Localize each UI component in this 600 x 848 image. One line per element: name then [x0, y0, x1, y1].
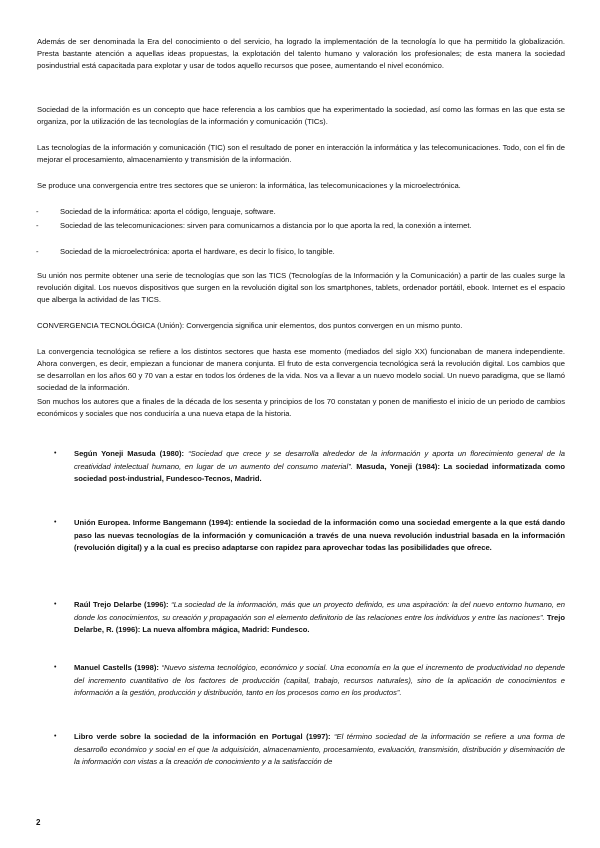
- bullet-lead: Según Yoneji Masuda (1980):: [74, 449, 189, 458]
- dash-marker: -: [36, 207, 39, 216]
- bullet-marker: •: [54, 601, 57, 608]
- bullet-lead: Manuel Castells (1998):: [74, 663, 162, 672]
- bullet-lead: Raúl Trejo Delarbe (1996):: [74, 600, 172, 609]
- bullet-castells: [54, 662, 566, 700]
- bullet-marker: •: [54, 664, 57, 671]
- bullet-marker: •: [54, 450, 57, 457]
- list-item-text: Sociedad de las telecomunicaciones: sirven para comunicarnos a distancia por lo que aporta la red, la conexión a internet.: [60, 221, 472, 230]
- paragraph-tics: Su unión nos permite obtener una serie de tecnologías que son las TICS (Tecnologías de la Información y la Comunicación) a partir de las cuales surge la revolución digital. Los nuevos dispositivos que surgen en la revolución digital son los smartphones, tablets, ordenador portátil, ebook. Internet es el espacio que alberga la actividad de las TICS.: [37, 271, 565, 304]
- bullet-quote: “La sociedad de la información, más que un proyecto definido, es una aspiración: la del nuevo entorno humano, en donde los conocimientos, su creación y propagación son el elemento definitorio de las relaciones entre los individuos y entre las naciones”.: [74, 600, 565, 622]
- paragraph-sociedad-informacion: Sociedad de la información es un concepto que hace referencia a los cambios que ha experimentado la sociedad, así como las formas en las que esta se organiza, por la utilización de las tecnologías de la información y comunicación (TICs).: [37, 105, 565, 126]
- bullet-tail: entiende la sociedad de la información como una sociedad emergente a la que está dando paso las nuevas tecnologías de la información y comunicación a través de una nueva revolución industrial basada en la información (revolución digital) y a la cual es preciso adaptarse con rapidez para aprovechar todas las posibilidades que ofrece.: [74, 518, 565, 553]
- paragraph-era-conocimiento: Además de ser denominada la Era del conocimiento o del servicio, ha logrado la implementación de la tecnología lo que ha permitido la globalización. Presta bastante atención a aquellas ideas propuestas, la explotación del talento humano y valoración los profesionales; de esta manera la sociedad posindustrial está capacitada para explotar y usar de todos aquello recursos que posee, aumentando el nivel económico.: [37, 37, 565, 70]
- list-item-informatica: [36, 206, 565, 218]
- bullet-quote: “Sociedad que crece y se desarrolla alrededor de la información y aporta un florecimiento general de la creatividad intelectual humano, en lugar de un aumento del consumo material”.: [74, 449, 565, 471]
- paragraph-convergencia-tecnologica: CONVERGENCIA TECNOLÓGICA (Unión): Convergencia significa unir elementos, dos puntos convergen en un mismo punto.: [37, 321, 463, 330]
- bullet-masuda: [54, 448, 565, 486]
- bullet-quote: “Nuevo sistema tecnológico, económico y social. Una economía en la que el incremento de productividad no depende del incremento cuantitativo de los factores de producción (capital, trabajo, recursos naturales), sino de la aplicación de conocimientos e información a la gestión, producción y distribución, tanto en los procesos como en los productos”.: [74, 663, 566, 698]
- bullet-trejo-delarbe: [54, 599, 565, 637]
- paragraph-convergencia-sectores: Se produce una convergencia entre tres sectores que se unieron: la informática, las telecomunicaciones y la microelectrónica.: [37, 181, 461, 190]
- bullet-lead: Unión Europea. Informe Bangemann (1994):: [74, 518, 236, 527]
- paragraph-convergencia-detalle: La convergencia tecnológica se refiere a los distintos sectores que hasta ese momento (mediados del siglo XX) funcionaban de manera independiente. Ahora convergen, es decir, empiezan a funcionar de manera conjunta. El fruto de esta convergencia tecnológica será la revolución digital. Los cambios que se desarrollan en los años 60 y 70 van a estar en todos los órdenes de la vida. Nos va a llevar a un nuevo modelo social. Un nuevo paradigma, que se llamó sociedad de la información.: [37, 347, 565, 392]
- dash-marker: -: [36, 221, 39, 230]
- dash-marker: -: [36, 247, 39, 256]
- bullet-bangemann: [54, 517, 565, 555]
- list-item-telecomunicaciones: [36, 220, 565, 232]
- bullet-marker: •: [54, 519, 57, 526]
- paragraph-tic-definicion: Las tecnologías de la información y comunicación (TIC) son el resultado de poner en interacción la informática y las telecomunicaciones. Todo, con el fin de mejorar el procesamiento, almacenamiento y transmisión de la información.: [37, 143, 565, 164]
- list-item-text: Sociedad de la informática: aporta el código, lenguaje, software.: [60, 207, 276, 216]
- list-item-text: Sociedad de la microelectrónica: aporta el hardware, es decir lo físico, lo tangible.: [60, 247, 335, 256]
- paragraph-autores: Son muchos los autores que a finales de la década de los sesenta y principios de los 70 constatan y ponen de manifiesto el inicio de un periodo de cambios económicos y sociales que nos conduciría a una nueva etapa de la historia.: [37, 397, 565, 418]
- bullet-libro-verde-portugal: [54, 731, 565, 769]
- bullet-lead: Libro verde sobre la sociedad de la información en Portugal (1997):: [74, 732, 335, 741]
- page-number: 2: [36, 818, 41, 827]
- bullet-tail: Masuda, Yoneji (1984): La sociedad informatizada como sociedad post-industrial, Fundesco-Tecnos, Madrid.: [74, 461, 565, 484]
- list-item-microelectronica: [36, 246, 565, 258]
- bullet-tail: Trejo Delarbe, R. (1996): La nueva alfombra mágica, Madrid: Fundesco.: [74, 612, 565, 635]
- bullet-marker: •: [54, 733, 57, 740]
- bullet-quote: “El término sociedad de la información se refiere a una forma de desarrollo económico y social en el que la adquisición, almacenamiento, procesamiento, evaluación, transmisión, distribución y diseminación de la información con vistas a la creación de conocimiento y a la satisfacción de: [74, 732, 565, 767]
